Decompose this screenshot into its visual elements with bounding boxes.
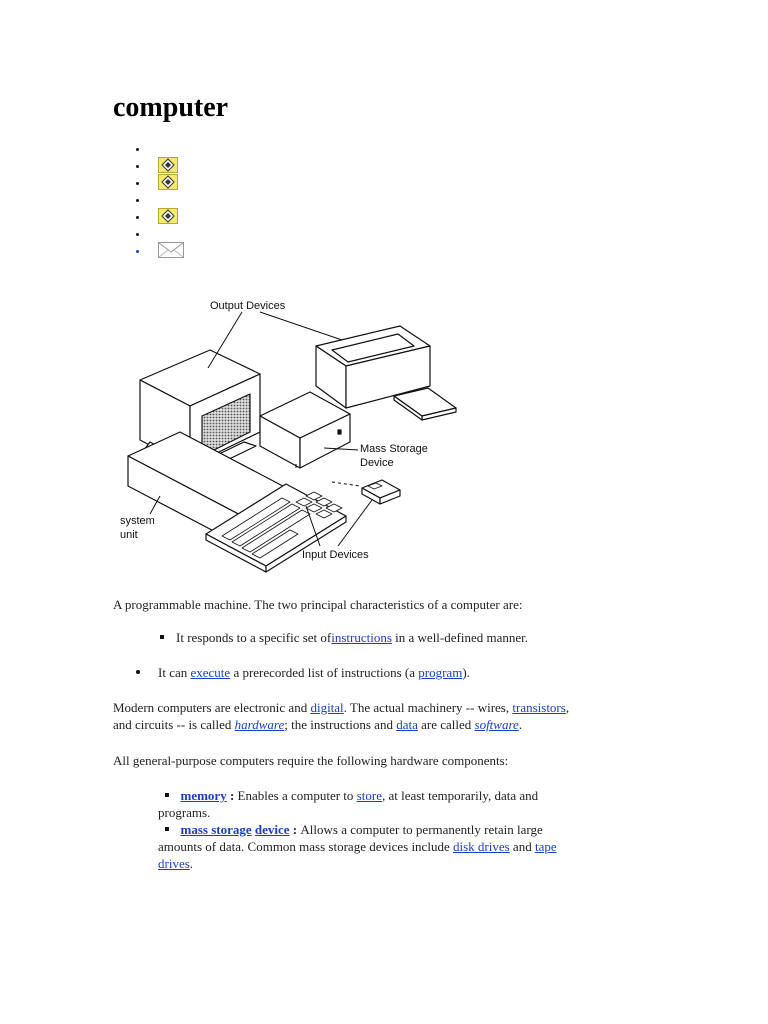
drives-link[interactable]: drives xyxy=(158,856,190,871)
round-bullet xyxy=(136,670,140,674)
execute-link[interactable]: execute xyxy=(190,665,231,680)
bullet-dot xyxy=(136,182,139,185)
computer-system-diagram xyxy=(110,290,470,580)
output-devices-label: Output Devices xyxy=(210,300,286,312)
bullet-dot xyxy=(136,148,139,151)
mass-storage-item: mass storage device : Allows a computer to permanently retain large amounts of data. Common mass storage devices include disk drives and tape drives. xyxy=(158,822,557,871)
bullet-dot xyxy=(136,199,139,202)
mass-storage-label-line2: Device xyxy=(360,457,394,469)
intro-paragraph: A programmable machine. The two principal characteristics of a computer are: xyxy=(113,597,523,612)
bullet-dot xyxy=(136,250,139,253)
yellow-diamond-icon[interactable] xyxy=(158,174,178,190)
page-title: computer xyxy=(113,92,229,123)
yellow-diamond-icon[interactable] xyxy=(158,208,178,224)
square-bullet xyxy=(165,827,169,831)
data-link[interactable]: data xyxy=(396,717,418,732)
store-link[interactable]: store xyxy=(356,788,382,803)
bullet-dot xyxy=(136,216,139,219)
instructions-link[interactable]: instructions xyxy=(331,630,392,645)
system-unit-label-line1: system xyxy=(120,515,155,527)
components-intro-paragraph: All general-purpose computers require the following hardware components: xyxy=(113,753,509,768)
mass-storage-drawing xyxy=(260,392,350,468)
digital-link[interactable]: digital xyxy=(310,700,344,715)
system-unit-label-line2: unit xyxy=(120,529,138,541)
tape-link[interactable]: tape xyxy=(534,839,557,854)
modern-computers-paragraph: Modern computers are electronic and digital. The actual machinery -- wires, transistors, and circuits -- is called hardware; the instructions and data are called software. xyxy=(113,700,570,732)
envelope-icon[interactable] xyxy=(158,242,184,258)
characteristic-item: It responds to a specific set ofinstructions in a well-defined manner. xyxy=(160,629,720,646)
input-devices-label: Input Devices xyxy=(302,549,369,561)
square-bullet xyxy=(165,793,169,797)
device-link[interactable]: device xyxy=(254,822,290,837)
bullet-dot xyxy=(136,165,139,168)
disk-drives-link[interactable]: disk drives xyxy=(452,839,510,854)
bullet-dot xyxy=(136,233,139,236)
yellow-diamond-icon[interactable] xyxy=(158,157,178,173)
memory-item: memory : Enables a computer to store, at least temporarily, data and programs. xyxy=(158,788,539,820)
characteristic-item: It can execute a prerecorded list of instructions (a program). xyxy=(136,664,696,681)
software-link[interactable]: software xyxy=(474,717,519,732)
mass-storage-label-line1: Mass Storage xyxy=(360,443,428,455)
hardware-link[interactable]: hardware xyxy=(234,717,285,732)
transistors-link[interactable]: transistors xyxy=(512,700,566,715)
mass-storage-link[interactable]: mass storage xyxy=(180,822,252,837)
square-bullet xyxy=(160,635,164,639)
program-link[interactable]: program xyxy=(418,665,463,680)
memory-link[interactable]: memory xyxy=(180,788,227,803)
mouse-drawing xyxy=(362,480,400,504)
printer-drawing xyxy=(316,326,456,420)
